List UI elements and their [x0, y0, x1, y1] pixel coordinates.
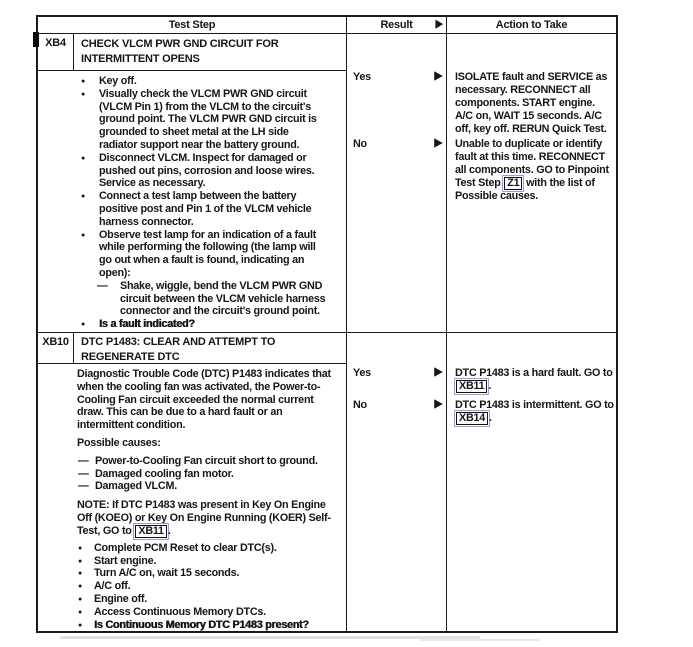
xb10-step-id: XB10: [38, 333, 74, 363]
list-item: [77, 542, 335, 555]
step-text: A/C off.: [94, 580, 131, 593]
scan-artifact: [60, 636, 480, 639]
list-item: [78, 229, 328, 280]
xb10-note: [77, 499, 335, 538]
bullet-icon: ●: [78, 557, 82, 565]
header-result-label: Result: [380, 18, 413, 31]
xb10-title-row: [38, 333, 346, 364]
xb10-description: Diagnostic Trouble Code (DTC) P1483 indicates that when the cooling fan was activated, the Power-to-Cooling Fan circuit exceeded the normal current draw. This can be due to a hard fault or an intermittent condition.: [77, 368, 331, 432]
result-arrow-icon: ▶: [435, 18, 443, 30]
step-text: Connect a test lamp between the battery positive post and Pin 1 of the VLCM vehicle harness connector.: [99, 190, 312, 228]
result-arrow-icon: ▶: [434, 70, 443, 82]
bullet-icon: ●: [78, 608, 82, 616]
xb4-step-title: CHECK VLCM PWR GND CIRCUIT FOR INTERMITTENT OPENS: [81, 38, 279, 65]
xb10-action-cell: [447, 333, 616, 631]
list-item: [78, 152, 328, 190]
xb4-title-row: [38, 34, 346, 71]
list-item: [78, 190, 328, 228]
list-subitem: [77, 480, 335, 493]
section-xb10: [38, 333, 616, 631]
step-text: Observe test lamp for an indication of a fault while performing the following (the lamp will go out when a fault is found, indicating an open):: [99, 228, 317, 279]
action-text: .: [488, 380, 492, 392]
step-reference-xb14: XB14: [456, 412, 488, 425]
xb4-step-body: [38, 71, 346, 331]
bullet-icon: ●: [81, 231, 85, 239]
header-result: [347, 17, 447, 33]
action-text: .: [489, 412, 492, 424]
action-text: ISOLATE fault and SERVICE as necessary. RECONNECT all components. START engine. A/C on, WAIT 15 seconds. A/C off, key off. RERUN Quick Test.: [455, 71, 608, 135]
bullet-icon: ●: [81, 90, 85, 98]
step-text: Engine off.: [94, 592, 148, 605]
step-text: Disconnect VLCM. Inspect for damaged or pushed out pins, corrosion and loose wires. Service as necessary.: [99, 151, 315, 190]
result-label: No: [353, 399, 367, 411]
step-text: Complete PCM Reset to clear DTC(s).: [94, 541, 277, 554]
result-label: Yes: [353, 367, 371, 379]
step-text: Visually check the VLCM PWR GND circuit (VLCM Pin 1) from the VLCM to the circuit's ground point. The VLCM PWR GND circuit is grounded to sheet metal at the LH side radiator support near the battery ground.: [99, 87, 317, 151]
question-text: Is a fault indicated?: [99, 318, 195, 331]
step-text: Access Continuous Memory DTCs.: [94, 605, 266, 618]
bullet-icon: ●: [78, 544, 82, 552]
xb10-step-body: [38, 364, 346, 647]
step-reference-xb11: XB11: [456, 380, 487, 393]
bullet-icon: ●: [81, 193, 85, 201]
header-action: Action to Take: [495, 18, 568, 31]
xb4-step-id: XB4: [38, 34, 74, 70]
list-item: [77, 593, 335, 606]
scan-artifact: [33, 32, 39, 47]
list-item: [78, 75, 328, 88]
xb4-result-cell: [347, 34, 447, 332]
pinpoint-test-table: [36, 15, 618, 633]
bullet-icon: ●: [78, 621, 82, 629]
xb4-action-yes: [455, 71, 615, 136]
step-reference-xb11: XB11: [135, 525, 166, 538]
xb4-result-yes: [353, 71, 446, 84]
bullet-icon: ●: [78, 583, 82, 591]
list-subitem: [77, 468, 335, 481]
cause-text: Damaged VLCM.: [95, 480, 177, 493]
list-item: [77, 567, 335, 580]
xb4-action-no: [455, 138, 615, 203]
list-item-question: [78, 318, 328, 331]
bullet-icon: ●: [81, 154, 85, 162]
xb4-action-cell: [447, 34, 616, 332]
note-text: .: [167, 524, 171, 537]
action-text: with the list of Possible causes.: [455, 177, 595, 202]
dash-icon: —: [78, 454, 89, 467]
bullet-icon: ●: [78, 595, 82, 603]
dash-icon: —: [78, 467, 89, 480]
question-text: Is Continuous Memory DTC P1483 present?: [94, 618, 309, 631]
possible-causes-list: [77, 455, 335, 493]
cause-text: Damaged cooling fan motor.: [95, 467, 234, 480]
action-text: DTC P1483 is a hard fault. GO to: [455, 367, 613, 379]
xb10-action-yes: [455, 367, 615, 393]
possible-causes-label: Possible causes:: [77, 436, 161, 449]
action-text: DTC P1483 is intermittent. GO to: [455, 399, 614, 411]
scan-artifact: [420, 639, 540, 641]
list-subitem: [77, 455, 335, 468]
result-arrow-icon: ▶: [434, 366, 443, 378]
xb10-steps-list: [77, 542, 335, 632]
xb10-result-no: [353, 399, 446, 412]
xb4-test-step-cell: [38, 34, 347, 332]
step-text: Shake, wiggle, bend the VLCM PWR GND circuit between the VLCM vehicle harness connector and the circuit's ground point.: [120, 279, 326, 318]
list-item: [78, 88, 328, 152]
dash-icon: —: [78, 480, 89, 493]
bullet-icon: ●: [78, 570, 82, 578]
xb10-test-step-cell: [38, 333, 347, 631]
xb4-result-no: [353, 138, 446, 151]
dash-icon: —: [97, 279, 108, 292]
list-item: [77, 580, 335, 593]
xb10-result-yes: [353, 367, 446, 380]
bullet-icon: ●: [81, 78, 85, 85]
step-reference-z1: Z1: [504, 177, 522, 190]
xb10-action-no: [455, 399, 615, 425]
xb10-result-cell: [347, 333, 447, 631]
step-text: Key off.: [99, 75, 137, 87]
step-text: Turn A/C on, wait 15 seconds.: [94, 567, 240, 580]
step-text: Start engine.: [94, 554, 157, 567]
table-header-row: [38, 17, 616, 34]
section-xb4: [38, 34, 616, 333]
cause-text: Power-to-Cooling Fan circuit short to ground.: [95, 454, 318, 467]
header-test-step: Test Step: [38, 17, 347, 33]
list-item: [77, 555, 335, 568]
list-item: [77, 606, 335, 619]
list-item-question: [77, 619, 335, 632]
bullet-icon: ●: [81, 321, 85, 329]
result-label: Yes: [353, 71, 371, 83]
result-arrow-icon: ▶: [434, 137, 443, 149]
result-label: No: [353, 138, 367, 150]
note-text: NOTE: If DTC P1483 was present in Key On Engine Off (KOEO) or Key On Engine Running (KOER) Self-Test, GO to: [77, 499, 331, 537]
action-text: Unable to duplicate or identify fault at this time. RECONNECT all components. GO to Pinpoint Test Step: [455, 138, 609, 189]
xb10-step-title: DTC P1483: CLEAR AND ATTEMPT TO REGENERATE DTC: [81, 336, 276, 363]
result-arrow-icon: ▶: [434, 398, 443, 410]
list-subitem: [78, 280, 328, 318]
